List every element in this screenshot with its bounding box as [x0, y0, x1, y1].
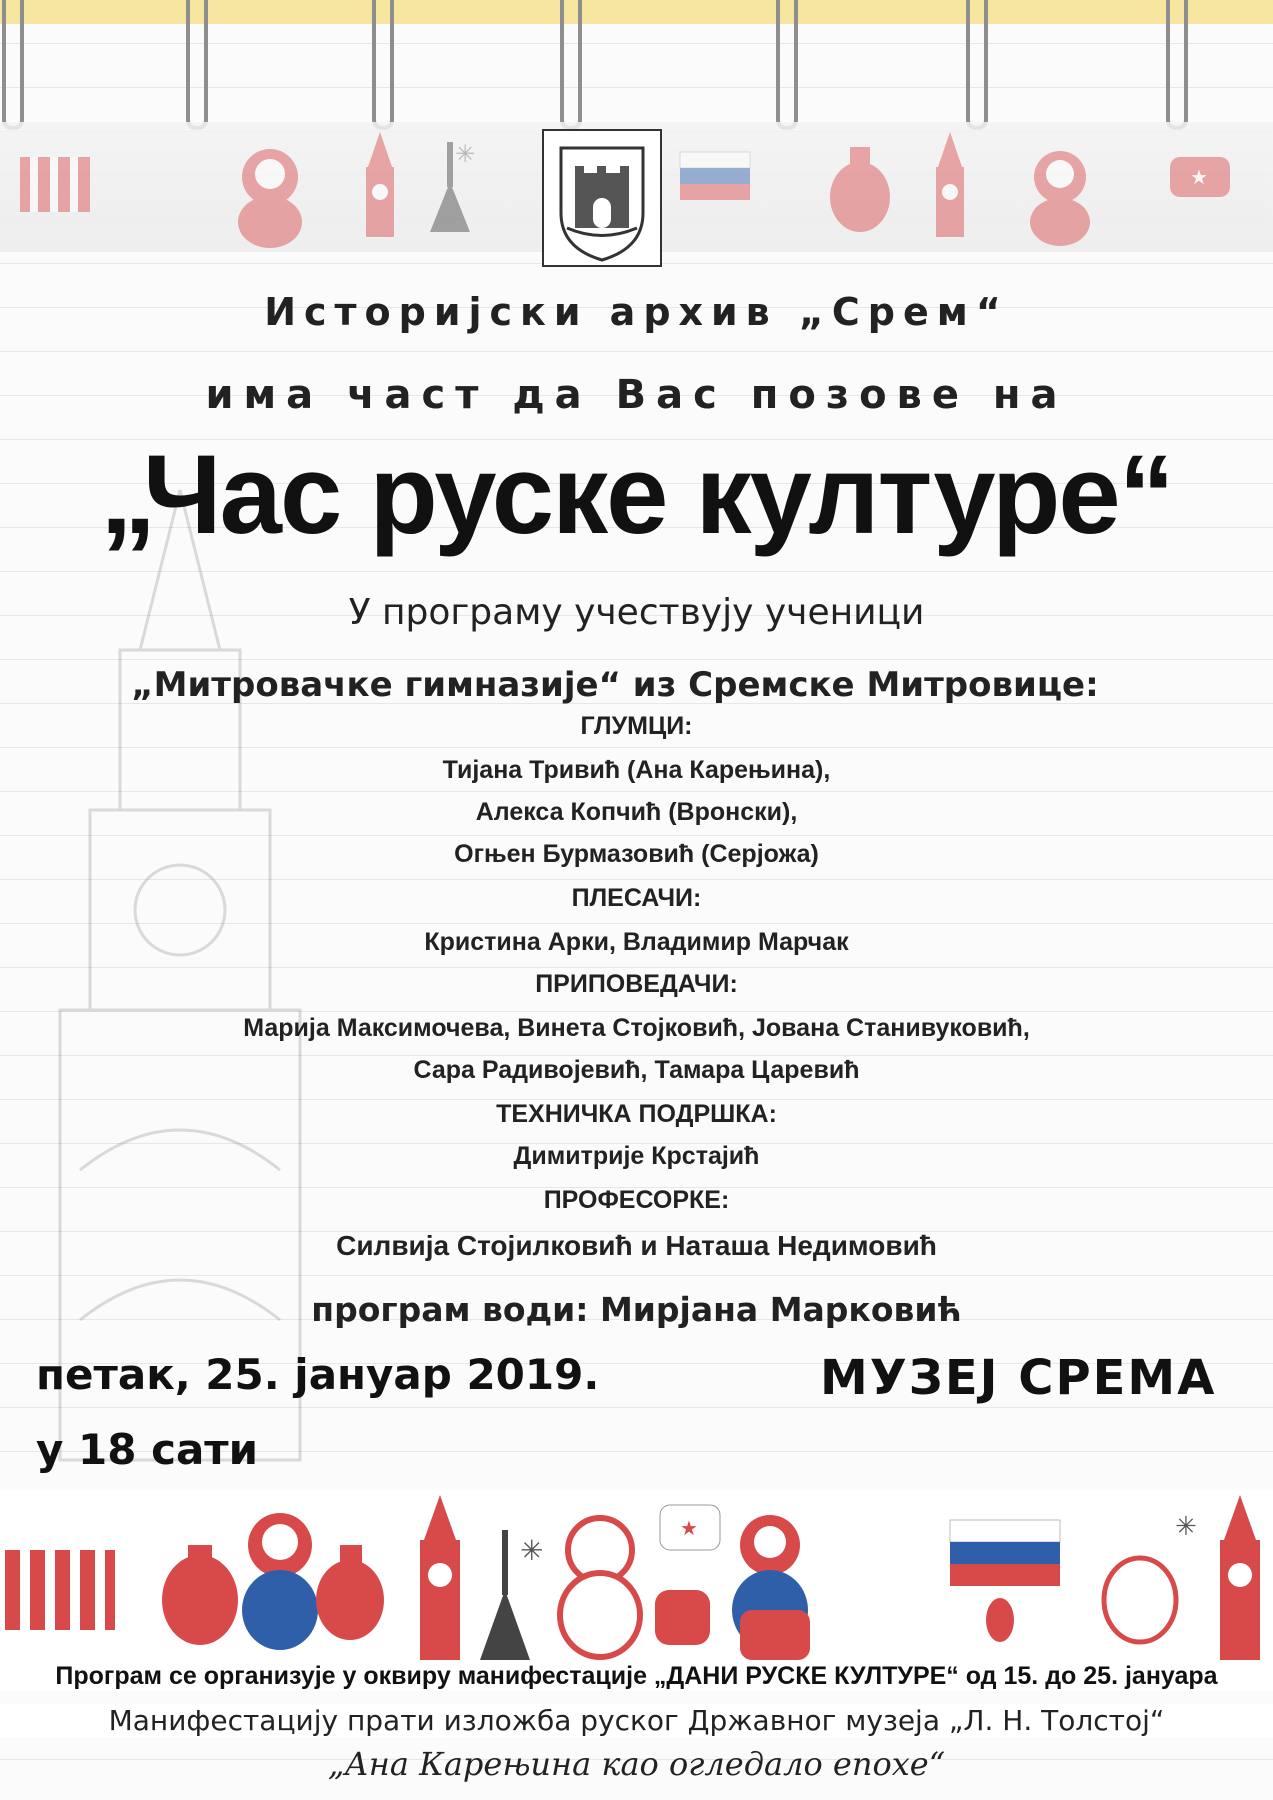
- footer-exhibition-note: Манифестацију прати изложба руског Државног музеја „Л. Н. Толстој“: [0, 1704, 1273, 1737]
- notebook-spiral: [0, 0, 1273, 130]
- archive-logo: [541, 128, 663, 268]
- matryoshka-icon: [1030, 151, 1090, 246]
- archive-name: Историјски архив „Срем“: [264, 290, 1009, 334]
- svg-text:✳: ✳: [1175, 1512, 1197, 1542]
- spiral-ring: [776, 0, 798, 130]
- samovar-icon: [162, 1545, 238, 1645]
- event-time: у 18 сати: [36, 1425, 259, 1474]
- credits-names: Сара Радивојевић, Тамара Царевић: [413, 1056, 860, 1084]
- spoon-icon: [986, 1598, 1014, 1642]
- credits-names: Марија Максимочева, Винета Стојковић, Јована Станивуковић,: [243, 1014, 1030, 1042]
- svg-text:★: ★: [680, 1516, 698, 1540]
- footer-organization-note: Програм се организује у оквиру манифестације „ДАНИ РУСКЕ КУЛТУРЕ“ од 15. до 25. јануара: [0, 1662, 1273, 1691]
- spiral-ring: [1166, 0, 1188, 130]
- kremlin-tower-icon: [936, 132, 964, 237]
- russian-flag-icon: [950, 1520, 1060, 1586]
- samovar-icon: [316, 1545, 384, 1640]
- spiral-ring: [560, 0, 582, 130]
- school-name: „Митровачке гимназије“ из Сремске Митровице:: [131, 665, 1099, 705]
- ushanka-hat-icon: [1170, 157, 1230, 197]
- ushanka-hat-icon: [660, 1505, 720, 1550]
- matryoshka-icon: [242, 1513, 318, 1650]
- credits-heading: ПЛЕСАЧИ:: [571, 884, 702, 912]
- kremlin-tower-icon: [366, 132, 394, 237]
- ornament-icons-bottom: [0, 1490, 1273, 1665]
- jam-jar-icon: [655, 1590, 710, 1645]
- snowflake-icon: [1175, 1512, 1197, 1542]
- mitten-icon: [740, 1610, 810, 1660]
- russian-flag-icon: [680, 152, 750, 200]
- matryoshka-icon: [560, 1518, 640, 1657]
- accordion-icon: [20, 157, 90, 212]
- spiral-ring: [186, 0, 208, 130]
- svg-text:✳: ✳: [520, 1534, 544, 1567]
- credits-names: Тијана Тривић (Ана Карењина),: [442, 756, 831, 784]
- snowflake-icon: [455, 140, 475, 168]
- matryoshka-icon: [238, 149, 302, 248]
- spiral-ring: [372, 0, 394, 130]
- svg-text:✳: ✳: [455, 140, 476, 168]
- program-host: програм води: Мирјана Марковић: [311, 1290, 962, 1329]
- credits-names: Силвија Стојилковић и Наташа Недимовић: [336, 1230, 937, 1261]
- credits-heading: ПРИПОВЕДАЧИ:: [535, 970, 738, 998]
- samovar-icon: [1104, 1558, 1176, 1642]
- event-venue: МУЗЕЈ СРЕМА: [820, 1350, 1217, 1406]
- event-title: „Час руске културе“: [100, 432, 1173, 557]
- accordion-icon: [5, 1550, 115, 1630]
- kremlin-tower-icon: [1220, 1495, 1260, 1660]
- credits-heading: ПРОФЕСОРКЕ:: [543, 1186, 730, 1214]
- kremlin-tower-icon: [420, 1495, 460, 1660]
- event-date: петак, 25. јануар 2019.: [36, 1350, 600, 1399]
- invitation-line: има част да Вас позове на: [205, 372, 1068, 418]
- program-intro: У програму учествују ученици: [348, 592, 925, 633]
- credits-names: Кристина Арки, Владимир Марчак: [424, 928, 849, 956]
- samovar-icon: [830, 147, 890, 232]
- credits-heading: ГЛУМЦИ:: [580, 712, 693, 740]
- spiral-ring: [2, 0, 24, 130]
- russian-ornament-band-bottom: [0, 1490, 1273, 1665]
- credits-names: Димитрије Крстајић: [513, 1142, 760, 1170]
- credits-names: Алекса Копчић (Вронски),: [475, 798, 798, 826]
- snowflake-icon: [520, 1534, 543, 1567]
- footer-exhibition-title: „Ана Карењина као огледало епохе“: [327, 1745, 946, 1783]
- archive-seal-icon: [541, 128, 663, 268]
- credits-heading: ТЕХНИЧКА ПОДРШКА:: [496, 1100, 777, 1128]
- spiral-ring: [966, 0, 988, 130]
- svg-text:★: ★: [1190, 165, 1208, 189]
- credits-names: Огњен Бурмазовић (Серјожа): [454, 840, 819, 868]
